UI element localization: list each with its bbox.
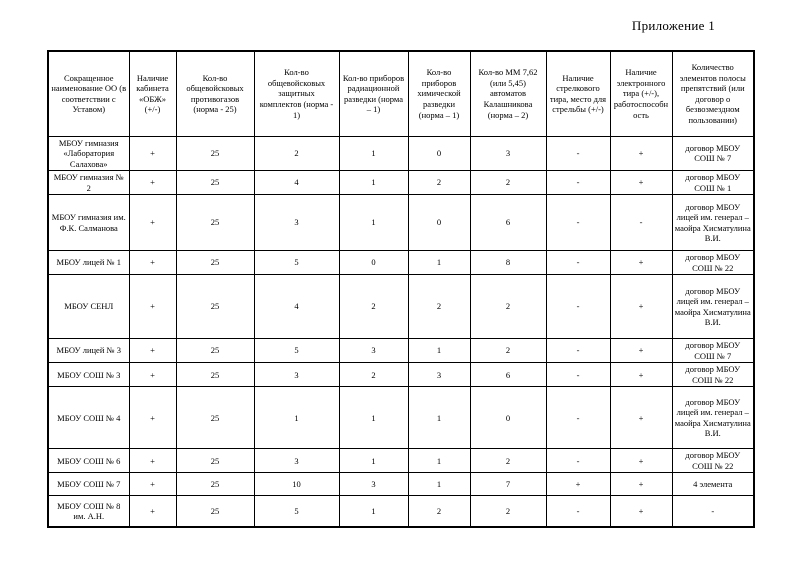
value-cell: 1	[408, 387, 470, 449]
value-cell: 1	[339, 171, 408, 195]
table-row	[48, 195, 754, 251]
value-cell: +	[129, 449, 176, 473]
value-cell: -	[546, 339, 610, 363]
value-cell: 8	[470, 251, 546, 275]
value-cell: +	[129, 136, 176, 171]
value-cell: 25	[176, 473, 254, 496]
value-cell: 0	[339, 251, 408, 275]
value-cell: +	[129, 363, 176, 387]
value-cell: +	[610, 363, 672, 387]
value-cell: +	[610, 275, 672, 339]
value-cell: договор МБОУ СОШ № 22	[672, 363, 754, 387]
value-cell: 1	[339, 136, 408, 171]
value-cell: +	[129, 171, 176, 195]
table-row	[48, 251, 754, 275]
column-header-obzh-cabinet: Наличие кабинета «ОБЖ» (+/-)	[129, 51, 176, 136]
value-cell: 1	[254, 387, 339, 449]
value-cell: 10	[254, 473, 339, 496]
table-header	[48, 51, 754, 136]
value-cell: договор МБОУ СОШ № 22	[672, 449, 754, 473]
value-cell: +	[610, 496, 672, 527]
table-row	[48, 449, 754, 473]
value-cell: +	[610, 251, 672, 275]
value-cell: 1	[408, 449, 470, 473]
value-cell: договор МБОУ СОШ № 1	[672, 171, 754, 195]
column-header-school-name: Сокращенное наименование ОО (в соответствии с Уставом)	[48, 51, 129, 136]
value-cell: +	[546, 473, 610, 496]
value-cell: 1	[339, 449, 408, 473]
value-cell: 1	[339, 496, 408, 527]
value-cell: 25	[176, 496, 254, 527]
value-cell: +	[129, 195, 176, 251]
value-cell: 2	[408, 171, 470, 195]
column-header-electronic-range: Наличие электронного тира (+/-), работоспособность	[610, 51, 672, 136]
column-header-shooting-range: Наличие стрелкового тира, место для стрельбы (+/-)	[546, 51, 610, 136]
value-cell: 0	[408, 136, 470, 171]
value-cell: 25	[176, 275, 254, 339]
table-row	[48, 339, 754, 363]
value-cell: 1	[408, 251, 470, 275]
value-cell: 3	[254, 363, 339, 387]
value-cell: 3	[339, 473, 408, 496]
value-cell: договор МБОУ лицей им. генерал – маойра Хисматулина В.И.	[672, 195, 754, 251]
value-cell: +	[610, 171, 672, 195]
column-header-obstacle-course: Количество элементов полосы препятствий (или договор о безвозмездном пользовании)	[672, 51, 754, 136]
value-cell: -	[546, 387, 610, 449]
table-row	[48, 496, 754, 527]
column-header-chemical-devices: Кол-во приборов химической разведки (норма – 1)	[408, 51, 470, 136]
value-cell: 2	[470, 496, 546, 527]
value-cell: 25	[176, 171, 254, 195]
value-cell: -	[546, 275, 610, 339]
value-cell: +	[129, 251, 176, 275]
value-cell: 5	[254, 339, 339, 363]
value-cell: 4 элемента	[672, 473, 754, 496]
column-header-protective-kits: Кол-во общевойсковых защитных комплектов (норма - 1)	[254, 51, 339, 136]
value-cell: 3	[339, 339, 408, 363]
value-cell: 5	[254, 251, 339, 275]
value-cell: договор МБОУ СОШ № 22	[672, 251, 754, 275]
value-cell: 25	[176, 136, 254, 171]
table-row	[48, 473, 754, 496]
value-cell: +	[129, 473, 176, 496]
value-cell: 2	[470, 171, 546, 195]
value-cell: договор МБОУ лицей им. генерал – маойра Хисматулина В.И.	[672, 275, 754, 339]
header-row	[48, 51, 754, 136]
value-cell: 25	[176, 449, 254, 473]
value-cell: 2	[339, 275, 408, 339]
value-cell: -	[546, 171, 610, 195]
value-cell: -	[546, 449, 610, 473]
value-cell: 25	[176, 387, 254, 449]
value-cell: +	[129, 387, 176, 449]
school-name-cell: МБОУ СОШ № 6	[48, 449, 129, 473]
value-cell: +	[610, 136, 672, 171]
value-cell: +	[129, 275, 176, 339]
table-row	[48, 171, 754, 195]
value-cell: 4	[254, 171, 339, 195]
value-cell: 25	[176, 339, 254, 363]
value-cell: 1	[339, 195, 408, 251]
table-row	[48, 275, 754, 339]
value-cell: 6	[470, 195, 546, 251]
school-name-cell: МБОУ лицей № 3	[48, 339, 129, 363]
value-cell: +	[129, 339, 176, 363]
value-cell: 4	[254, 275, 339, 339]
value-cell: +	[610, 339, 672, 363]
school-name-cell: МБОУ СОШ № 3	[48, 363, 129, 387]
value-cell: 2	[470, 449, 546, 473]
value-cell: -	[672, 496, 754, 527]
value-cell: -	[610, 195, 672, 251]
value-cell: 2	[339, 363, 408, 387]
value-cell: 3	[254, 195, 339, 251]
value-cell: 2	[470, 275, 546, 339]
value-cell: 3	[254, 449, 339, 473]
value-cell: -	[546, 363, 610, 387]
value-cell: договор МБОУ лицей им. генерал – маойра Хисматулина В.И.	[672, 387, 754, 449]
value-cell: 1	[408, 473, 470, 496]
value-cell: 5	[254, 496, 339, 527]
value-cell: 2	[254, 136, 339, 171]
page-title: Приложение 1	[631, 18, 715, 33]
value-cell: 0	[408, 195, 470, 251]
table-row	[48, 363, 754, 387]
value-cell: +	[610, 473, 672, 496]
school-name-cell: МБОУ гимназия им. Ф.К. Салманова	[48, 195, 129, 251]
value-cell: +	[610, 387, 672, 449]
value-cell: -	[546, 195, 610, 251]
column-header-kalashnikov: Кол-во ММ 7,62 (или 5,45) автоматов Калашникова (норма – 2)	[470, 51, 546, 136]
value-cell: договор МБОУ СОШ № 7	[672, 136, 754, 171]
value-cell: 6	[470, 363, 546, 387]
value-cell: 25	[176, 195, 254, 251]
value-cell: -	[546, 136, 610, 171]
value-cell: 2	[408, 496, 470, 527]
equipment-table	[47, 50, 755, 528]
column-header-radiation-devices: Кол-во приборов радиационной разведки (норма – 1)	[339, 51, 408, 136]
school-name-cell: МБОУ СОШ № 4	[48, 387, 129, 449]
value-cell: +	[610, 449, 672, 473]
table-body	[48, 136, 754, 527]
value-cell: -	[546, 251, 610, 275]
value-cell: 25	[176, 251, 254, 275]
school-name-cell: МБОУ СЕНЛ	[48, 275, 129, 339]
value-cell: договор МБОУ СОШ № 7	[672, 339, 754, 363]
value-cell: 3	[470, 136, 546, 171]
value-cell: +	[129, 496, 176, 527]
value-cell: 3	[408, 363, 470, 387]
school-name-cell: МБОУ лицей № 1	[48, 251, 129, 275]
school-name-cell: МБОУ гимназия «Лаборатория Салахова»	[48, 136, 129, 171]
column-header-gas-masks: Кол-во общевойсковых противогазов (норма - 25)	[176, 51, 254, 136]
value-cell: -	[546, 496, 610, 527]
value-cell: 1	[408, 339, 470, 363]
table-row	[48, 387, 754, 449]
value-cell: 1	[339, 387, 408, 449]
value-cell: 0	[470, 387, 546, 449]
table-row	[48, 136, 754, 171]
school-name-cell: МБОУ СОШ № 7	[48, 473, 129, 496]
school-name-cell: МБОУ гимназия № 2	[48, 171, 129, 195]
value-cell: 7	[470, 473, 546, 496]
school-name-cell: МБОУ СОШ № 8 им. А.Н.	[48, 496, 129, 527]
value-cell: 2	[470, 339, 546, 363]
value-cell: 25	[176, 363, 254, 387]
value-cell: 2	[408, 275, 470, 339]
